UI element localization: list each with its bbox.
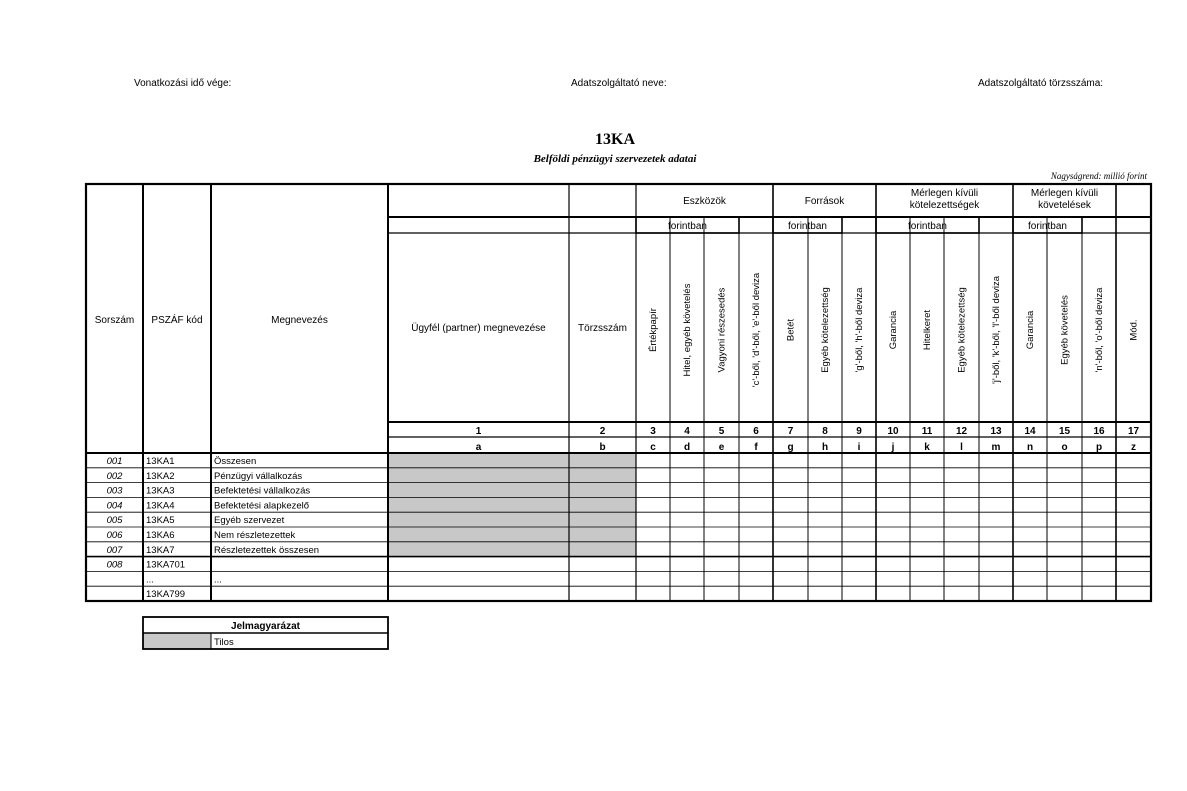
column-number: 13 xyxy=(990,426,1002,437)
vertical-header: 'c'-ből, 'd'-ből, 'e'-ből deviza xyxy=(751,272,762,388)
column-number: 9 xyxy=(856,426,862,437)
column-number: 8 xyxy=(822,426,828,437)
forbidden-cell xyxy=(388,453,636,468)
column-letter: a xyxy=(475,442,482,453)
row-code: 13KA1 xyxy=(146,456,175,467)
row-code: 13KA2 xyxy=(146,470,175,482)
row-code: 13KA6 xyxy=(146,530,175,541)
column-number: 7 xyxy=(787,426,794,437)
vertical-header: Vagyoni részesedés xyxy=(716,287,728,373)
column-letter: i xyxy=(857,442,861,453)
vertical-header: Hitel, egyéb követelés xyxy=(682,283,693,377)
group-header: Források xyxy=(804,196,845,207)
column-letter: l xyxy=(960,442,963,453)
column-header-3: Megnevezés xyxy=(271,315,328,326)
row-code: 13KA701 xyxy=(146,559,186,571)
column-number: 16 xyxy=(1093,426,1105,437)
column-number: 11 xyxy=(921,426,933,437)
form-title: 13KA xyxy=(595,131,635,148)
row-number: 008 xyxy=(106,559,123,571)
row-code: 13KA4 xyxy=(146,500,175,512)
group-header: kötelezettségek xyxy=(909,200,980,211)
vertical-header: Hitelkeret xyxy=(922,309,933,351)
row-code: 13KA3 xyxy=(146,485,175,497)
row-name: Részletezettek összesen xyxy=(214,544,320,556)
group-header: követelések xyxy=(1038,200,1091,211)
column-letter: z xyxy=(1131,442,1136,453)
row-code: 13KA799 xyxy=(146,589,186,601)
column-header-1: Sorszám xyxy=(94,315,135,326)
column-letter: b xyxy=(599,442,606,453)
forbidden-cell xyxy=(388,527,636,542)
column-letter: d xyxy=(683,442,691,453)
column-header-partner: Ügyfél (partner) megnevezése xyxy=(411,323,546,334)
vertical-header: Garancia xyxy=(888,310,899,350)
column-letter: e xyxy=(718,442,725,453)
row-number: 005 xyxy=(106,515,123,527)
currency-label: forintban xyxy=(1028,221,1067,232)
provider-name-label: Adatszolgáltató neve: xyxy=(571,78,667,89)
row-name: ... xyxy=(214,574,222,586)
row-code: 13KA5 xyxy=(146,515,175,527)
column-number: 2 xyxy=(599,426,606,437)
legend-item-label: Tilos xyxy=(214,637,234,648)
row-number: 007 xyxy=(106,544,123,556)
row-name: Befektetési vállalkozás xyxy=(214,485,311,497)
column-letter: f xyxy=(754,442,758,453)
column-letter: g xyxy=(787,442,794,453)
row-name: Egyéb szervezet xyxy=(214,515,285,527)
vertical-header: 'g'-ből, 'h'-ből deviza xyxy=(854,287,865,373)
column-number: 15 xyxy=(1058,426,1071,437)
form-subtitle: Belföldi pénzügyi szervezetek adatai xyxy=(533,153,697,165)
column-number: 3 xyxy=(650,426,656,437)
vertical-header: 'j'-ből, 'k'-ből, 'l'-ből deviza xyxy=(991,275,1002,385)
row-number: 006 xyxy=(106,530,123,541)
row-number: 004 xyxy=(106,500,123,512)
currency-label: forintban xyxy=(788,221,827,232)
column-number: 1 xyxy=(475,426,482,437)
column-letter: k xyxy=(924,442,930,453)
legend-swatch xyxy=(143,633,211,649)
row-name: Pénzügyi vállalkozás xyxy=(214,470,303,482)
column-number: 14 xyxy=(1024,426,1036,437)
group-header: Eszközök xyxy=(683,196,726,207)
forbidden-cell xyxy=(388,542,636,557)
provider-id-label: Adatszolgáltató törzsszáma: xyxy=(978,78,1104,89)
vertical-header: Értékpapír xyxy=(648,308,659,352)
column-letter: h xyxy=(821,442,829,453)
group-header: Mérlegen kívüli xyxy=(910,188,979,199)
forbidden-cell xyxy=(388,497,636,512)
column-header-id: Törzsszám xyxy=(578,323,627,334)
vertical-header: Egyéb követelés xyxy=(1059,295,1071,365)
row-number: 001 xyxy=(106,456,123,467)
column-letter: c xyxy=(650,442,656,453)
row-code: ... xyxy=(146,574,154,586)
forbidden-cell xyxy=(388,468,636,483)
column-number: 12 xyxy=(955,426,968,437)
row-name: Összesen xyxy=(214,456,257,467)
row-name: Befektetési alapkezelő xyxy=(214,500,310,512)
currency-label: forintban xyxy=(908,221,947,232)
row-name: Nem részletezettek xyxy=(214,530,296,541)
group-header: Mérlegen kívüli xyxy=(1030,188,1099,199)
vertical-header: 'n'-ből, 'o'-ből deviza xyxy=(1094,287,1105,373)
column-letter: p xyxy=(1095,442,1103,453)
column-letter: o xyxy=(1061,442,1068,453)
column-number: 10 xyxy=(887,426,899,437)
vertical-header: Egyéb kötelezettség xyxy=(956,287,968,373)
period-end-label: Vonatkozási idő vége: xyxy=(134,78,232,89)
vertical-header: Egyéb kötelezettség xyxy=(820,287,831,373)
legend-title: Jelmagyarázat xyxy=(231,621,300,632)
column-number: 4 xyxy=(684,426,690,437)
forbidden-cell xyxy=(388,483,636,498)
row-number: 002 xyxy=(106,470,123,482)
column-header-2: PSZÁF kód xyxy=(151,315,203,326)
vertical-header: Betét xyxy=(785,318,797,342)
row-code: 13KA7 xyxy=(146,544,175,556)
vertical-header: Garancia xyxy=(1025,310,1036,350)
vertical-header: Mód. xyxy=(1128,319,1140,341)
unit-note: Nagyságrend: millió forint xyxy=(1050,171,1147,181)
column-letter: j xyxy=(891,442,895,453)
currency-label: forintban xyxy=(668,221,707,232)
column-letter: m xyxy=(991,442,1001,453)
column-number: 5 xyxy=(718,426,725,437)
column-number: 6 xyxy=(753,426,759,437)
column-number: 17 xyxy=(1127,426,1140,437)
forbidden-cell xyxy=(388,512,636,527)
column-letter: n xyxy=(1026,442,1034,453)
row-number: 003 xyxy=(106,485,123,497)
